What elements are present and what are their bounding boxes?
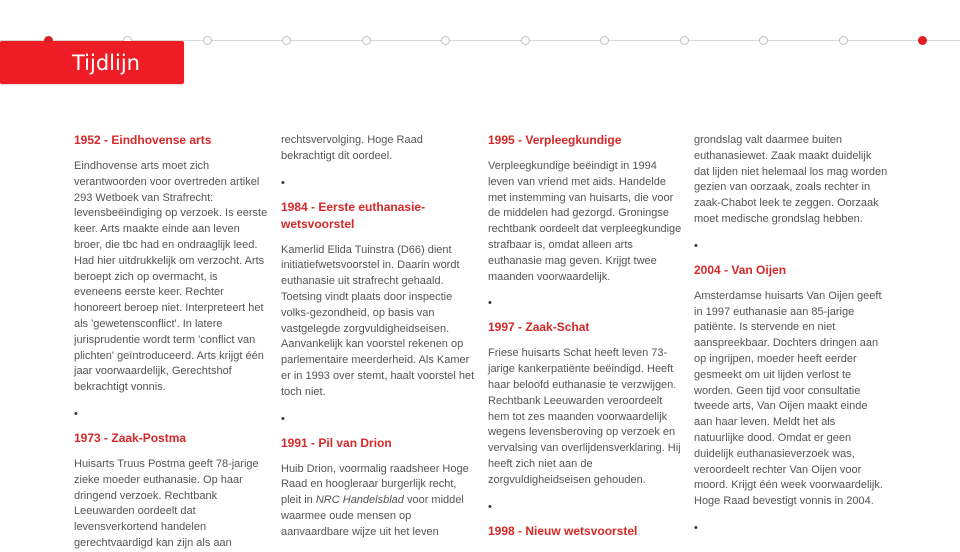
page-title: Tijdlijn (72, 51, 140, 75)
bullet-separator: • (74, 407, 78, 420)
timeline-dot[interactable] (203, 36, 212, 45)
paragraph-1991-end: voor middel waarmee oude mensen op aanvaardbare wijze uit het leven (281, 494, 464, 538)
title-banner (0, 41, 184, 84)
paragraph-1995: Verpleegkundige beëindigt in 1994 leven van vriend met aids. Handelde met instemming van huisarts, die voor de middelen had gezorgd. Groningse rechtbank oordeelt dat verpleegkundige strafbaar is, omdat alleen arts euthanasie mag geven. Krijgt twee maanden voorwaardelijk. (488, 160, 682, 283)
paragraph-2004: Amsterdamse huisarts Van Oijen geeft in 1997 euthanasie aan 85-jarige patiënte. Is stervende en niet aanspreekbaar. Dochters dringen aan op ingrijpen, moeder heeft eerder gesmeekt om uit lijden verlost te worden. Geen tijd voor consultatie tweede arts, Van Oijen maakt einde aan haar leven. Meldt het als natuurlijke dood. Omdat er geen duidelijk euthanasieverzoek was, veroordeelt rechter Van Oijen voor moord. Krijgt één week voorwaardelijk. Hoge Raad bevestigt vonnis in 2004. (694, 289, 883, 508)
column-4 (694, 133, 888, 544)
paragraph-1984: Kamerlid Elida Tuinstra (D66) dient initiatiefwetsvoorstel in. Daarin wordt euthanasie uit strafrecht gehaald. Toetsing vindt plaats door inspectie volks-gezondheid, op basis van vastgelegde zorgvuldigheidseisen. Aanvankelijk kan voorstel rekenen op parlementaire meerderheid. Als Kamer er in 1993 over stemt, haalt voorstel het toch niet. (281, 243, 475, 398)
paragraph-1991 (281, 462, 475, 541)
heading-2004: 2004 - Van Oijen (694, 262, 787, 277)
paragraph-1991-start: Huib Drion, voormalig raadsheer Hoge Raad en hoogleraar burgerlijk recht, pleit in (281, 462, 469, 507)
heading-1997: 1997 - Zaak-Schat (488, 320, 590, 335)
column-3 (488, 132, 682, 550)
heading-1952: 1952 - Eindhovense arts (74, 133, 212, 147)
timeline-dot[interactable] (759, 36, 768, 45)
timeline-dot[interactable] (918, 36, 927, 45)
heading-1998: 1998 - Nieuw wetsvoorstel (488, 523, 638, 538)
heading-1991: 1991 - Pil van Drion (281, 435, 392, 450)
timeline-dot[interactable] (441, 36, 450, 45)
heading-1984: 1984 - Eerste euthanasie-wetsvoorstel (281, 199, 426, 231)
column-1 (74, 132, 268, 552)
bullet-separator: • (488, 297, 492, 310)
column-2 (281, 133, 475, 541)
timeline-dot[interactable] (282, 36, 291, 45)
bullet-separator: • (694, 239, 698, 252)
paragraph-continued: grondslag valt daarmee buiten euthanasiewet. Zaak maakt duidelijk dat lijden niet helemaal los mag worden gezien van oorzaak, zoals rechter in zaak-Chabot leek te zeggen. Oorzaak moet medische grondslag hebben. (694, 134, 888, 225)
timeline-dot[interactable] (680, 36, 689, 45)
newspaper-name: NRC Handelsblad (315, 494, 404, 507)
timeline-dot[interactable] (600, 36, 609, 45)
paragraph-1952: Eindhovense arts moet zich verantwoorden voor overtreden artikel 293 Wetboek van Strafrecht: levensbeëindiging op verzoek. Is eerste keer. Arts maakte einde aan leven broer, die tbc had en ondraaglijk leed. Had hier uitdrukkelijk om verzocht. Arts beroept zich op overmacht, is eveneens eerste keer. Rechter honoreert beroep niet. Interpreteert het als 'gewetensconflict'. In latere jurisprudentie wordt term 'conflict van plichten' geïntroduceerd. Arts krijgt één jaar voorwaardelijk, Gerechtshof bekrachtigt vonnis. (74, 160, 268, 394)
paragraph-1973: Huisarts Truus Postma geeft 78-jarige zieke moeder euthanasie. Op haar dringend verzoek. Rechtbank Leeuwarden oordeelt dat levensverkortend handelen gerechtvaardigd kan zijn als aan (74, 457, 259, 549)
bullet-separator: • (488, 500, 492, 513)
paragraph-1997: Friese huisarts Schat heeft leven 73-jarige kankerpatiënte beëindigd. Heeft haar beloofd euthanasie te verzwijgen. Rechtbank Leeuwarden veroordeelt hem tot zes maanden voorwaardelijk wegens levensberoving op verzoek en vervalsing van overlijdensverklaring. Hij heeft zich niet aan de zorgvuldigheidseisen gehouden. (488, 347, 681, 486)
bullet-separator: • (281, 176, 285, 189)
paragraph-continued: rechtsvervolging. Hoge Raad bekrachtigt dit oordeel. (281, 134, 423, 162)
timeline-dot[interactable] (362, 36, 371, 45)
timeline-dot[interactable] (521, 36, 530, 45)
bullet-separator: • (281, 412, 285, 425)
heading-1973: 1973 - Zaak-Postma (74, 430, 187, 445)
bullet-separator: • (694, 521, 698, 534)
timeline-dot[interactable] (839, 36, 848, 45)
heading-1995: 1995 - Verpleegkundige (488, 133, 622, 147)
